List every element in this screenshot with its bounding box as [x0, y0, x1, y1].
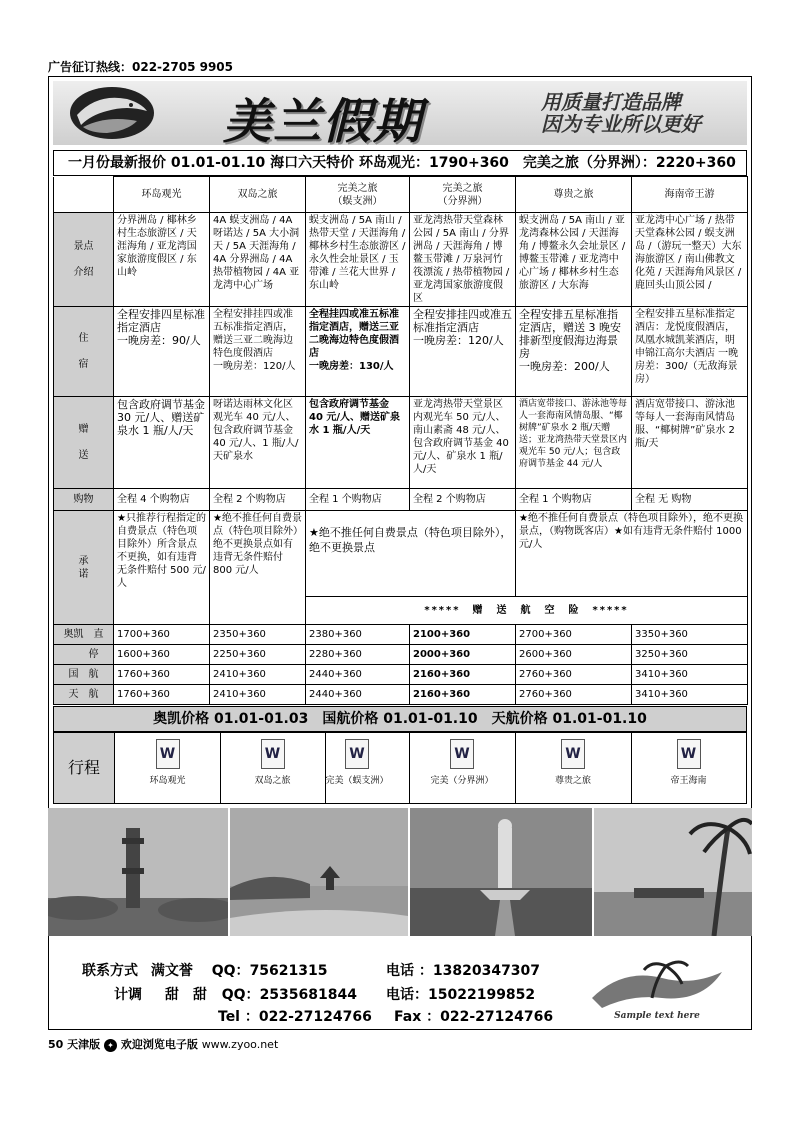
- fax-row: [394, 1006, 553, 1026]
- hotel-row: [54, 307, 748, 397]
- table-cell: 全程 2 个购物店: [410, 489, 516, 511]
- price-cell: 2440+360: [306, 685, 410, 705]
- logo-caption: Sample text here: [614, 1011, 700, 1021]
- price-cell: 2250+360: [210, 645, 306, 665]
- airline-label: 停: [54, 645, 114, 665]
- price-cell: 2410+360: [210, 665, 306, 685]
- photo-strip: [48, 808, 752, 936]
- col-head: 完美之旅 （蜈支洲）: [306, 177, 410, 213]
- itinerary-doc-label: 环岛观光: [149, 776, 186, 786]
- table-cell: 呀诺达雨林文化区观光车 40 元/人、包含政府调节基金 40 元/人、1 瓶/人/天矿泉水: [210, 397, 306, 489]
- photo-palm-beach: [594, 808, 752, 936]
- price-cell: 2600+360: [516, 645, 632, 665]
- price-cell: 1760+360: [114, 685, 210, 705]
- slogan-line-2: 因为专业所以更好: [541, 112, 701, 136]
- welcome-text: 欢迎浏览电子版: [120, 1038, 198, 1051]
- table-cell: 包含政府调节基金 30 元/人、赠送矿泉水 1 瓶/人/天: [114, 397, 210, 489]
- price-cell: 2380+360: [306, 625, 410, 645]
- table-cell: 全程安排五星标准指定酒店，赠送 3 晚安排新型度假海边海景房 一晚房差：200/人: [516, 307, 632, 397]
- table-cell: 全程安排挂四或准五标准指定酒店 一晚房差：120/人: [410, 307, 516, 397]
- itinerary-doc-label: 完美（分界洲）: [430, 776, 494, 786]
- word-document-icon: W: [261, 739, 285, 769]
- itinerary-doc-label: 帝王海南: [670, 776, 707, 786]
- table-cell: 酒店宽带接口、游泳池等每人一套海南风情岛服、“椰树牌”矿泉水 2 瓶/天: [632, 397, 748, 489]
- table-cell: 全程安排挂四或准五标准指定酒店，赠送三亚二晚海边特色度假酒店 一晚房差：120/人: [210, 307, 306, 397]
- word-document-icon: W: [677, 739, 701, 769]
- row-label-gift: 赠 送: [54, 397, 114, 489]
- itinerary-doc-link[interactable]: [631, 733, 746, 803]
- table-cell: ★绝不推任何自费景点（特色项目除外），绝不更换景点，（购物既客店）★如有违背无条件赔付 1000 元/人: [516, 511, 748, 597]
- table-cell: 全程安排四星标准指定酒店 一晚房差：90/人: [114, 307, 210, 397]
- row-label-shop: 购物: [54, 489, 114, 511]
- price-cell: 3250+360: [632, 645, 748, 665]
- table-cell: 4A 蜈支洲岛 / 4A 呀诺达 / 5A 大小洞天 / 5A 天涯海角 / 4A 分界洲岛 / 4A 热带植物园 / 4A 亚龙湾中心广场: [210, 213, 306, 307]
- price-cell: 2350+360: [210, 625, 306, 645]
- itinerary-label: 行程: [54, 733, 115, 803]
- table-cell: 全程 无 购物: [632, 489, 748, 511]
- table-cell: 亚龙湾热带天堂森林公园 / 5A 南山 / 分界洲岛 / 天涯海角 / 博鳌玉带滩 / 万泉河竹筏漂流 / 热带植物园 / 亚龙湾国家旅游度假区: [410, 213, 516, 307]
- price-cell: 2100+360: [410, 625, 516, 645]
- edition-label: 天津版: [67, 1038, 101, 1051]
- table-cell: ★绝不推任何自费景点（特色项目除外）绝不更换景点如有违背无条件赔付 800 元/人: [210, 511, 306, 625]
- shop-row: [54, 489, 748, 511]
- price-cell: 2160+360: [410, 665, 516, 685]
- table-cell: 全程安排五星标准指定酒店：龙悦度假酒店，凤凰水城凯莱酒店，明申锦江高尔夫酒店 一晚房差：300/（无敌海景房）: [632, 307, 748, 397]
- col-head: 完美之旅 （分界洲）: [410, 177, 516, 213]
- header-banner: [53, 81, 747, 145]
- globe-icon: ✦: [104, 1039, 117, 1052]
- col-head: 双岛之旅: [210, 177, 306, 213]
- price-cell: 3410+360: [632, 665, 748, 685]
- price-cell: 3350+360: [632, 625, 748, 645]
- brand-title: 美兰假期: [223, 94, 424, 145]
- contact-label: 计调: [114, 987, 142, 1003]
- price-cell: 2410+360: [210, 685, 306, 705]
- price-cell: 2280+360: [306, 645, 410, 665]
- air-row: [54, 645, 748, 665]
- phone-label: 电话：: [386, 987, 428, 1003]
- dolphin-logo-icon: [67, 85, 157, 141]
- word-document-icon: W: [561, 739, 585, 769]
- gift-row: [54, 397, 748, 489]
- table-cell: 蜈支洲岛 / 5A 南山 / 亚龙湾森林公园 / 天涯海角 / 博鳌永久会址景区 / 博鳌玉带滩 / 亚龙湾中心广场 / 椰林乡村生态旅游区 / 大东海: [516, 213, 632, 307]
- row-label-hotel: 住 宿: [54, 307, 114, 397]
- website-link[interactable]: www.zyoo.net: [201, 1038, 279, 1051]
- itinerary-doc-label: 完美（蜈支洲）: [325, 776, 389, 786]
- row-label-promise: 承 诺: [54, 511, 114, 625]
- tour-table: [53, 176, 748, 705]
- table-cell: 全程 1 个购物店: [306, 489, 410, 511]
- price-cell: 3410+360: [632, 685, 748, 705]
- table-cell: 全程 2 个购物店: [210, 489, 306, 511]
- price-cell: 1600+360: [114, 645, 210, 665]
- word-document-icon: W: [450, 739, 474, 769]
- slogan-line-1: 用质量打造品牌: [541, 90, 681, 114]
- table-cell: ★绝不推任何自费景点（特色项目除外），绝不更换景点: [306, 511, 516, 597]
- qq-label: QQ：: [221, 987, 260, 1003]
- col-head: 尊贵之旅: [516, 177, 632, 213]
- page-number: 50: [48, 1038, 64, 1051]
- table-cell: 亚龙湾中心广场 / 热带天堂森林公园 / 蜈支洲岛 /（游玩一整天）大东海旅游区 / 南山佛教文化苑 / 天涯海角风景区 / 鹿回头山顶公园 /: [632, 213, 748, 307]
- phone-row-2: [386, 984, 535, 1004]
- contact-label: 联系方式: [82, 963, 138, 979]
- qq-label: QQ：: [211, 963, 250, 979]
- table-cell: 包含政府调节基金 40 元/人、赠送矿泉水 1 瓶/人/天: [306, 397, 410, 489]
- price-cell: 1700+360: [114, 625, 210, 645]
- qq-number[interactable]: 75621315: [249, 963, 328, 979]
- table-cell: 全程 1 个购物店: [516, 489, 632, 511]
- ad-hotline: 广告征订热线：022-2705 9905: [48, 60, 234, 74]
- contact-row-1: [82, 960, 328, 980]
- itinerary-doc-label: 尊贵之旅: [554, 776, 591, 786]
- corner-cell: [54, 177, 114, 213]
- itinerary-doc-label: 双岛之旅: [254, 776, 291, 786]
- itinerary-doc-link[interactable]: [515, 733, 632, 803]
- contact-row-2: [114, 984, 357, 1004]
- itinerary-doc-link[interactable]: [409, 733, 516, 803]
- air-row: [54, 625, 748, 645]
- word-document-icon: W: [345, 739, 369, 769]
- palm-logo-icon: [582, 958, 732, 1022]
- table-cell: 蜈支洲岛 / 5A 南山 / 热带天堂 / 天涯海角 / 椰林乡村生态旅游区 / 永久性会址景区 / 玉带滩 / 兰花大世界 / 东山岭: [306, 213, 410, 307]
- contact-name: 甜 甜: [164, 987, 207, 1003]
- photo-totem: [48, 808, 228, 936]
- table-cell: ★只推荐行程指定的自费景点（特色项目除外）所含景点不更换，如有违背无条件赔付 500 元/人: [114, 511, 210, 625]
- col-head: 海南帝王游: [632, 177, 748, 213]
- photo-beach-pavilion: [230, 808, 408, 936]
- price-cell: 2440+360: [306, 665, 410, 685]
- table-cell: 分界洲岛 / 椰林乡村生态旅游区 / 天涯海角 / 亚龙湾国家旅游度假区 / 东山岭: [114, 213, 210, 307]
- insurance-banner: ***** 赠 送 航 空 险 *****: [306, 597, 748, 625]
- phone-row-1: [386, 960, 540, 980]
- contact-section: [48, 944, 752, 1030]
- table-header-row: [54, 177, 748, 213]
- promise-row: [54, 511, 748, 597]
- phone-number[interactable]: 15022199852: [428, 987, 536, 1003]
- contact-name: 满文誉: [150, 963, 193, 979]
- price-cell: 1760+360: [114, 665, 210, 685]
- itinerary-section: [53, 732, 747, 804]
- tel-row: [218, 1006, 372, 1026]
- price-cell: 2000+360: [410, 645, 516, 665]
- price-cell: 2760+360: [516, 685, 632, 705]
- price-cell: 2160+360: [410, 685, 516, 705]
- airline-label: 天 航: [54, 685, 114, 705]
- fax-label: Fax ：: [394, 1009, 441, 1025]
- tel-number[interactable]: 022-27124766: [258, 1009, 372, 1025]
- slogan: [541, 91, 701, 135]
- row-label-scenic: 景点 介绍: [54, 213, 114, 307]
- photo-guanyin-statue: [410, 808, 592, 936]
- table-cell: 全程挂四或准五标准指定酒店，赠送三亚二晚海边特色度假酒店 一晚房差：130/人: [306, 307, 410, 397]
- table-cell: 酒店宽带接口、游泳池等每人一套海南风情岛服、“椰树牌”矿泉水 2 瓶/天赠送；亚龙湾热带天堂景区内观光车 50 元/人；包含政府调节基金 44 元/人: [516, 397, 632, 489]
- table-cell: 全程 4 个购物店: [114, 489, 210, 511]
- price-headline: 一月份最新报价 01.01-01.10 海口六天特价 环岛观光：1790+360 完美之旅（分界洲）：2220+360: [53, 150, 747, 176]
- page-footer: [48, 1036, 278, 1052]
- phone-number[interactable]: 13820347307: [432, 963, 541, 979]
- price-cell: 2760+360: [516, 665, 632, 685]
- price-validity-bar: 奥凯价格 01.01-01.03 国航价格 01.01-01.10 天航价格 01.01-01.10: [53, 706, 747, 732]
- fax-number: 022-27124766: [440, 1009, 554, 1025]
- table-cell: 亚龙湾热带天堂景区内观光车 50 元/人、南山素斋 48 元/人、包含政府调节基金 40 元/人、矿泉水 1 瓶/人/天: [410, 397, 516, 489]
- word-document-icon: W: [156, 739, 180, 769]
- itinerary-doc-link[interactable]: [305, 733, 410, 803]
- qq-number[interactable]: 2535681844: [259, 987, 357, 1003]
- phone-label: 电话 ：: [386, 963, 433, 979]
- itinerary-doc-link[interactable]: [115, 733, 221, 803]
- air-row: [54, 665, 748, 685]
- airline-label: 奥凯 直: [54, 625, 114, 645]
- col-head: 环岛观光: [114, 177, 210, 213]
- scenic-row: [54, 213, 748, 307]
- air-row: [54, 685, 748, 705]
- tel-label: Tel ：: [218, 1009, 259, 1025]
- airline-label: 国 航: [54, 665, 114, 685]
- price-cell: 2700+360: [516, 625, 632, 645]
